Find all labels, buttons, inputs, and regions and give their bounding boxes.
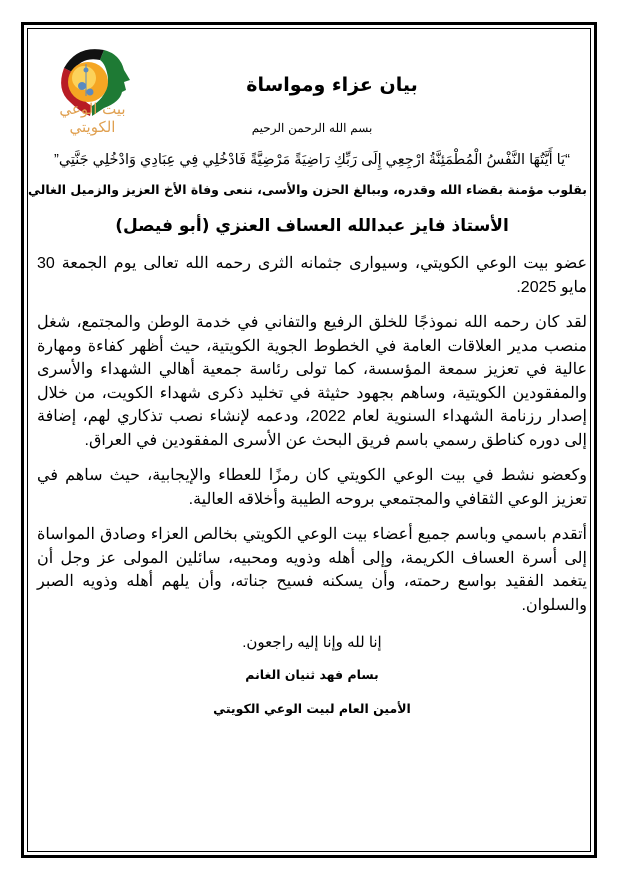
logo-caption: بيت الوعي الكويتي bbox=[59, 100, 126, 136]
signatory-title: الأمين العام لبيت الوعي الكويتي bbox=[213, 701, 411, 716]
closing-line: إنا لله وإنا إليه راجعون. bbox=[242, 634, 382, 651]
signatory-name: بسام فهد ثنيان الغانم bbox=[245, 667, 379, 682]
paragraph-biography: لقد كان رحمه الله نموذجًا للخلق الرفيع والتفاني في خدمة الوطن والمجتمع، شغل منصب مدير العلاقات العامة في الخطوط الجوية الكويتية، حيث أظهر كفاءة ومهارة عالية في تعزيز سمعة المؤسسة، كما تولى رئاسة جمعية أهالي الشهداء والأسرى والمفقودين الكويتية، وساهم بجهود حثيثة في تخليد ذكرى شهداء الكويت، من خلال إصدار رزنامة الشهداء السنوية لعام 2022، ودعمه لإنشاء نصب تذكاري لهم، إضافة إلى دوره كناطق رسمي باسم فريق البحث عن الأسرى المفقودين في العراق. bbox=[37, 314, 588, 449]
paragraph-condolences: أتقدم باسمي وباسم جميع أعضاء بيت الوعي الكويتي بخالص العزاء وصادق المواساة إلى أسرة العساف الكريمة، وإلى أهله وذويه ومحبيه، سائلين المولى عز وجل أن يتغمد الفقيد بواسع رحمته، وأن يسكنه فسيح جناته، وأن يلهم أهله وذويه الصبر والسلوان. bbox=[37, 526, 587, 614]
intro-line: بقلوب مؤمنة بقضاء الله وقدره، وببالغ الحزن والأسى، ننعى وفاة الأخ العزيز والزميل الغالي bbox=[28, 182, 587, 197]
basmala: بسم الله الرحمن الرحيم bbox=[251, 121, 373, 135]
condolence-statement bbox=[28, 70, 588, 721]
paragraph-membership: عضو بيت الوعي الكويتي، وسيوارى جثمانه الثرى رحمه الله تعالى يوم الجمعة 30 مايو 2025. bbox=[37, 255, 587, 296]
paragraph-activity: وكعضو نشط في بيت الوعي الكويتي كان رمزًا للعطاء والإيجابية، حيث ساهم في تعزيز الوعي الثقافي والمجتمعي بروحه الطيبة وأخلاقه العالية. bbox=[37, 467, 587, 508]
deceased-name: الأستاذ فايز عبدالله العساف العنزي (أبو فيصل) bbox=[115, 216, 509, 236]
document-title: بيان عزاء ومواساة bbox=[246, 74, 418, 96]
quran-verse: “يَا أَيَّتُهَا النَّفْسُ الْمُطْمَئِنَّةُ ارْجِعِي إِلَى رَبِّكِ رَاضِيَةً مَرْضِيَّةً فَادْخُلِي فِي عِبَادِي وَادْخُلِي جَنَّتِي” bbox=[54, 152, 570, 168]
